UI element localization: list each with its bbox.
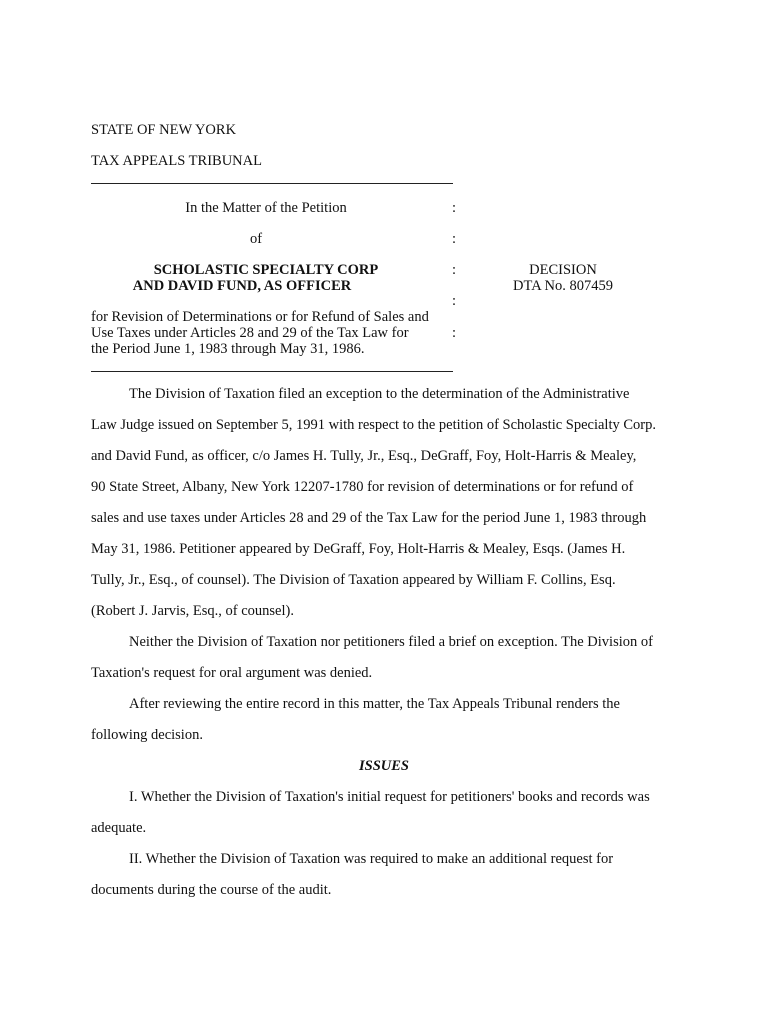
body-line: Law Judge issued on September 5, 1991 with respect to the petition of Scholastic Specialty Corp. bbox=[91, 417, 656, 433]
body-line: and David Fund, as officer, c/o James H. Tully, Jr., Esq., DeGraff, Foy, Holt-Harris & Mealey, bbox=[91, 448, 637, 464]
issue-line: I. Whether the Division of Taxation's initial request for petitioners' books and records was bbox=[129, 789, 650, 805]
body-line: The Division of Taxation filed an exception to the determination of the Administrative bbox=[129, 386, 630, 402]
caption-colon: : bbox=[452, 262, 457, 278]
revision-line1: for Revision of Determinations or for Refund of Sales and bbox=[91, 309, 429, 325]
caption-top-rule bbox=[91, 183, 453, 184]
caption-colon: : bbox=[452, 231, 457, 247]
matter-line: In the Matter of the Petition bbox=[185, 200, 347, 216]
of-line: of bbox=[249, 231, 263, 247]
petitioner-name-line2: AND DAVID FUND, AS OFFICER bbox=[132, 278, 352, 294]
body-line: Neither the Division of Taxation nor petitioners filed a brief on exception. The Division of bbox=[129, 634, 653, 650]
body-line: Taxation's request for oral argument was denied. bbox=[91, 665, 373, 681]
petitioner-name-line1: SCHOLASTIC SPECIALTY CORP bbox=[153, 262, 379, 278]
tribunal-heading: TAX APPEALS TRIBUNAL bbox=[91, 153, 262, 169]
issues-heading: ISSUES bbox=[359, 758, 409, 774]
caption-colon: : bbox=[452, 293, 457, 309]
state-heading: STATE OF NEW YORK bbox=[91, 122, 237, 138]
body-line: After reviewing the entire record in this matter, the Tax Appeals Tribunal renders the bbox=[129, 696, 620, 712]
caption-colon: : bbox=[452, 325, 457, 341]
body-line: Tully, Jr., Esq., of counsel). The Division of Taxation appeared by William F. Collins, Esq. bbox=[91, 572, 616, 588]
decision-label: DECISION bbox=[529, 262, 597, 278]
body-line: following decision. bbox=[91, 727, 203, 743]
revision-line2: Use Taxes under Articles 28 and 29 of the Tax Law for bbox=[91, 325, 409, 341]
caption-colon: : bbox=[452, 200, 457, 216]
body-line: sales and use taxes under Articles 28 and 29 of the Tax Law for the period June 1, 1983 through bbox=[91, 510, 647, 526]
revision-line3: the Period June 1, 1983 through May 31, 1986. bbox=[91, 341, 365, 357]
body-line: May 31, 1986. Petitioner appeared by DeGraff, Foy, Holt-Harris & Mealey, Esqs. (James H. bbox=[91, 541, 626, 557]
body-line: (Robert J. Jarvis, Esq., of counsel). bbox=[91, 603, 294, 619]
issue-line: documents during the course of the audit. bbox=[91, 882, 332, 898]
issue-line: adequate. bbox=[91, 820, 147, 836]
dta-number: DTA No. 807459 bbox=[513, 278, 613, 294]
caption-bottom-rule bbox=[91, 371, 453, 372]
issue-line: II. Whether the Division of Taxation was required to make an additional request for bbox=[129, 851, 614, 867]
body-line: 90 State Street, Albany, New York 12207-1780 for revision of determinations or for refund of bbox=[91, 479, 634, 495]
